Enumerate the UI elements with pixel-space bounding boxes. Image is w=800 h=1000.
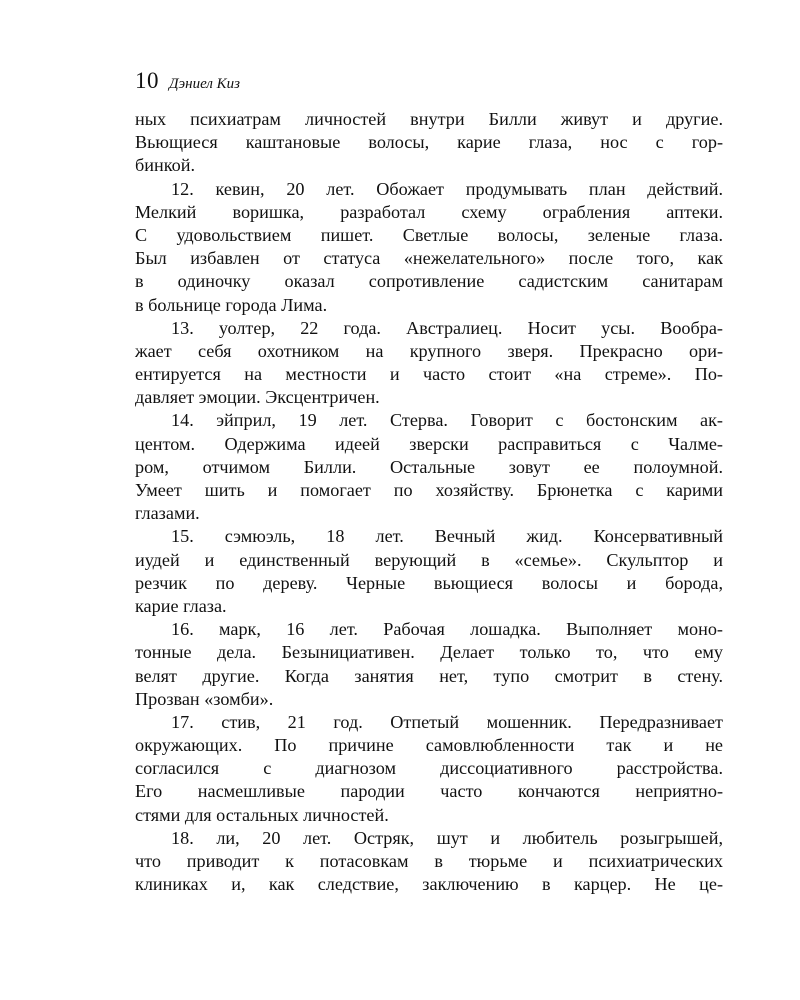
text-line: стями для остальных личностей. — [135, 804, 389, 825]
text-line: согласился с диагнозом диссоциативного расстройства. — [135, 758, 723, 779]
text-line: ных психиатрам личностей внутри Билли живут и другие. — [135, 109, 723, 129]
text-line: 14. эйприл, 19 лет. Стерва. Говорит с бостонским ак- — [171, 410, 723, 431]
text-line: центом. Одержима идеей зверски расправиться с Чалме- — [135, 433, 723, 454]
text-body — [135, 108, 723, 896]
text-line: 17. стив, 21 год. Отпетый мошенник. Передразнивает — [171, 711, 723, 732]
text-line: Вьющиеся каштановые волосы, карие глаза, нос с гор- — [135, 132, 723, 153]
text-line: окружающих. По причине самовлюбленности так и не — [135, 735, 723, 756]
text-line: 12. кевин, 20 лет. Обожает продумывать план действий. — [171, 178, 723, 199]
text-line: в больнице города Лима. — [135, 294, 328, 315]
text-line: Умеет шить и помогает по хозяйству. Брюнетка с карими — [135, 480, 723, 500]
text-line: ром, отчимом Билли. Остальные зовут ее полоумной. — [135, 456, 723, 477]
page-number: 10 — [135, 68, 159, 93]
text-line: ентируется на местности и часто стоит «на стреме». По- — [135, 364, 723, 385]
text-line: Был избавлен от статуса «нежелательного» после того, как — [135, 248, 723, 269]
text-line: в одиночку оказал сопротивление садистским санитарам — [135, 271, 723, 292]
text-line: бинкой. — [135, 155, 196, 176]
text-line: клиниках и, как следствие, заключению в карцер. Не це- — [135, 874, 723, 895]
text-line: давляет эмоции. Эксцентричен. — [135, 387, 380, 408]
text-line: Мелкий воришка, разработал схему ограбления аптеки. — [135, 201, 723, 222]
text-line: иудей и единственный верующий в «семье». Скульптор и — [135, 549, 723, 570]
running-head — [135, 68, 240, 98]
book-author: Дэниел Киз — [169, 76, 240, 92]
text-line: 16. марк, 16 лет. Рабочая лошадка. Выполняет моно- — [171, 619, 723, 640]
text-line: велят другие. Когда занятия нет, тупо смотрит в стену. — [135, 665, 723, 686]
text-line: резчик по дереву. Черные вьющиеся волосы и борода, — [135, 572, 723, 593]
text-line: глазами. — [135, 503, 200, 524]
text-line: С удовольствием пишет. Светлые волосы, зеленые глаза. — [135, 224, 723, 245]
text-line: 18. ли, 20 лет. Остряк, шут и любитель розыгрышей, — [171, 827, 723, 848]
text-line: карие глаза. — [135, 595, 227, 616]
text-line: тонные дела. Безынициативен. Делает только то, что ему — [135, 642, 723, 663]
text-line: Прозван «зомби». — [135, 688, 274, 709]
text-line: 15. сэмюэль, 18 лет. Вечный жид. Консервативный — [171, 526, 723, 547]
text-line: жает себя охотником на крупного зверя. Прекрасно ори- — [135, 340, 723, 361]
text-line: 13. уолтер, 22 года. Австралиец. Носит усы. Вообра- — [171, 317, 723, 338]
text-line: что приводит к потасовкам в тюрьме и психиатрических — [135, 851, 723, 871]
text-line: Его насмешливые пародии часто кончаются неприятно- — [135, 781, 723, 802]
